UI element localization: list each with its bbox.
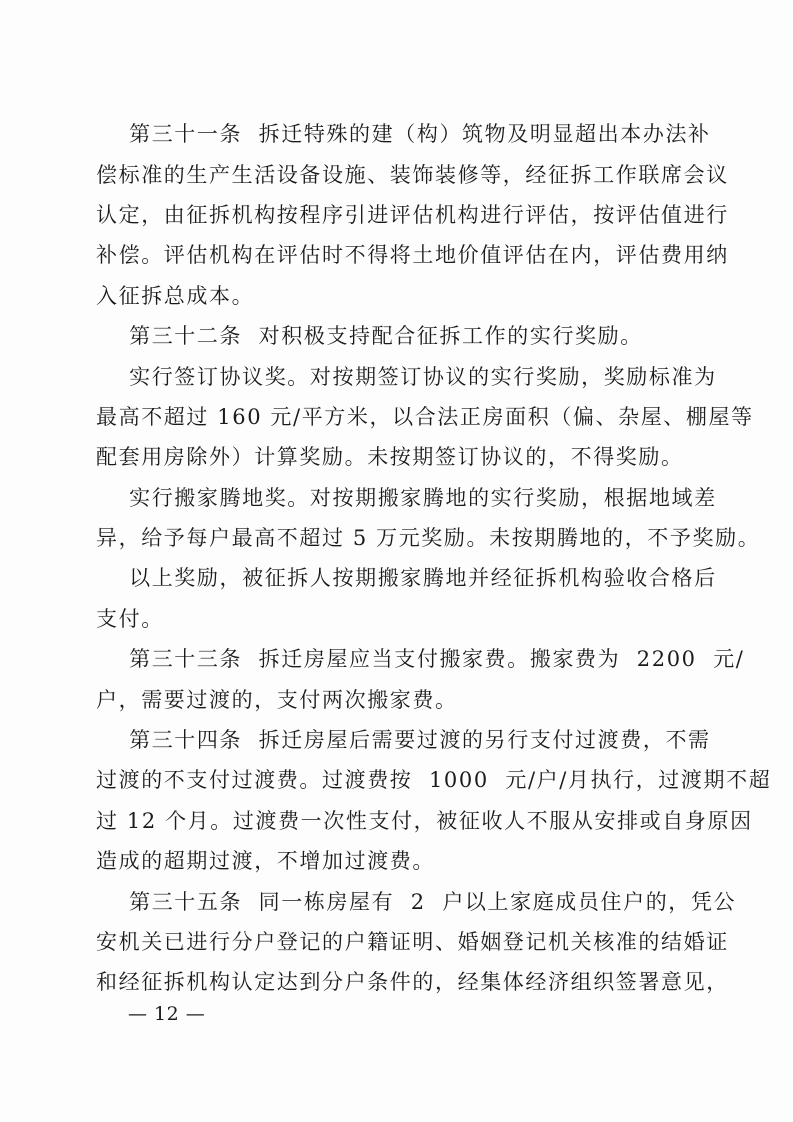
body-line: 支付。	[96, 607, 164, 631]
body-line: 补偿。评估机构在评估时不得将土地价值评估在内，评估费用纳	[96, 243, 729, 267]
body-line: 第三十五条 同一栋房屋有 2 户以上家庭成员住户的，凭公	[96, 890, 737, 914]
body-line: 配套用房除外）计算奖励。未按期签订协议的，不得奖励。	[96, 445, 684, 469]
body-line: 第三十二条 对积极支持配合征拆工作的实行奖励。	[96, 324, 643, 348]
body-line: 实行搬家腾地奖。对按期搬家腾地的实行奖励，根据地域差	[96, 486, 717, 510]
body-line: 最高不超过 160 元/平方米，以合法正房面积（偏、杂屋、棚屋等	[96, 405, 754, 429]
body-line: 实行签订协议奖。对按期签订协议的实行奖励，奖励标准为	[96, 365, 717, 389]
body-line: 户，需要过渡的，支付两次搬家费。	[96, 688, 458, 712]
body-line: 第三十一条 拆迁特殊的建（构）筑物及明显超出本办法补	[96, 122, 711, 146]
body-line: 造成的超期过渡，不增加过渡费。	[96, 849, 435, 873]
body-line: 第三十四条 拆迁房屋后需要过渡的另行支付过渡费，不需	[96, 728, 711, 752]
body-line: 偿标准的生产生活设备设施、装饰装修等，经征拆工作联席会议	[96, 163, 729, 187]
body-line: 过渡的不支付过渡费。过渡费按 1000 元/户/月执行，过渡期不超	[96, 768, 772, 792]
body-line: 认定，由征拆机构按程序引进评估机构进行评估，按评估值进行	[96, 203, 729, 227]
body-line: 以上奖励，被征拆人按期搬家腾地并经征拆机构验收合格后	[96, 566, 717, 590]
body-line: 和经征拆机构认定达到分户条件的，经集体经济组织签署意见，	[96, 970, 729, 994]
body-line: 过 12 个月。过渡费一次性支付，被征收人不服从安排或自身原因	[96, 809, 753, 833]
body-line: 异，给予每户最高不超过 5 万元奖励。未按期腾地的，不予奖励。	[96, 526, 761, 550]
page-number: — 12 —	[128, 1003, 206, 1025]
body-line: 入征拆总成本。	[96, 284, 255, 308]
body-line: 安机关已进行分户登记的户籍证明、婚姻登记机关核准的结婚证	[96, 930, 729, 954]
body-line: 第三十三条 拆迁房屋应当支付搬家费。搬家费为 2200 元/	[96, 647, 745, 671]
